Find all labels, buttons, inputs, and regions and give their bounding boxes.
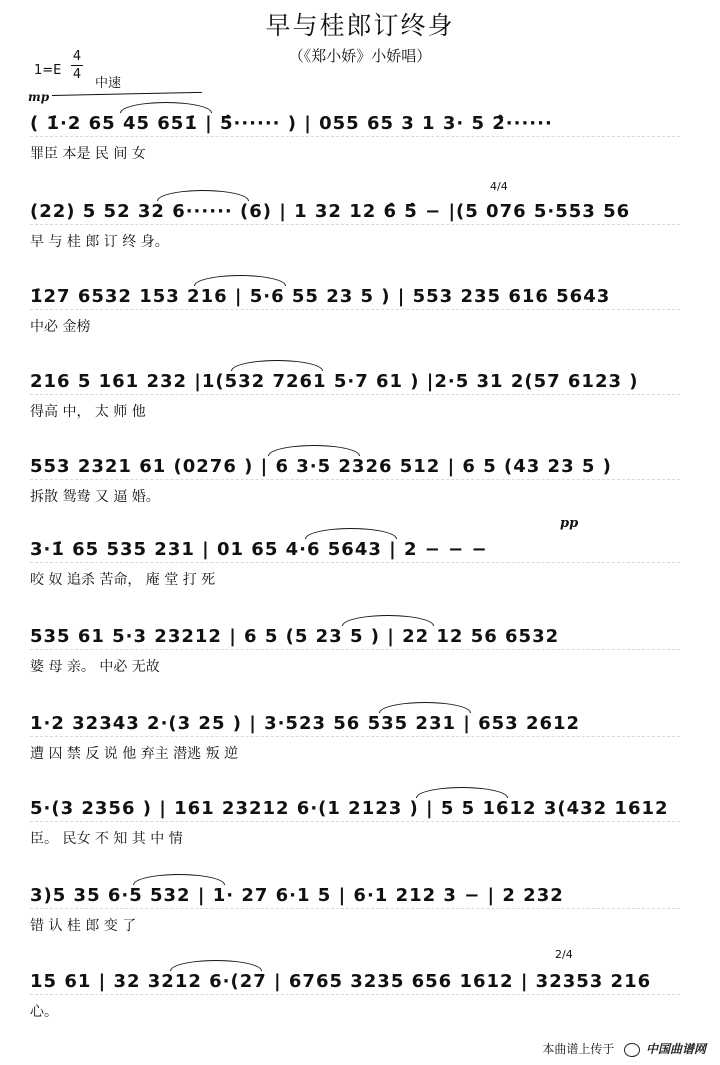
slur-arc bbox=[305, 528, 397, 539]
lyrics-line: 早 与 桂 郎 订 终 身。 bbox=[30, 234, 169, 250]
score-subtitle: （《郑小娇》小娇唱） bbox=[288, 47, 432, 65]
notation-line: 1·2 32343 2·(3 25 ) | 3·523 56 535 231 | 653 2612 bbox=[30, 713, 581, 734]
lyrics-line: 中必 金榜 bbox=[30, 319, 91, 335]
score-title: 早与桂郎订终身 bbox=[265, 11, 455, 40]
site-logo: 中国曲谱网 bbox=[645, 1042, 706, 1056]
lyrics-line: 拆散 鸳鸯 又 逼 婚。 bbox=[30, 489, 160, 505]
slur-arc bbox=[194, 275, 286, 286]
time-change-2-4: 2/4 bbox=[555, 948, 573, 961]
slur-arc bbox=[342, 615, 434, 626]
lyrics-line: 错 认 桂 郎 变 了 bbox=[30, 918, 137, 934]
footer bbox=[542, 1040, 706, 1057]
notation-line: 3·1̇ 65 535 231 | 01 65 4·6 5643 | 2 − − − bbox=[30, 539, 488, 560]
slur-arc bbox=[268, 445, 360, 456]
beam-underline bbox=[30, 649, 680, 650]
notation-line: ( 1̇·2 65 45 651̇ | 5̂······ ) | 055 65 3 1 3· 5 2̂······ bbox=[30, 113, 553, 134]
beam-underline bbox=[30, 136, 680, 137]
decrescendo-hairpin bbox=[52, 92, 202, 96]
notation-line: 1̇27 6532 153 216 | 5·6 55 23 5 ) | 553 235 616 5643 bbox=[30, 286, 611, 307]
slur-arc bbox=[170, 960, 262, 971]
beam-underline bbox=[30, 224, 680, 225]
time-signature bbox=[70, 48, 84, 83]
slur-arc bbox=[133, 874, 225, 885]
beam-underline bbox=[30, 479, 680, 480]
lyrics-line: 臣。 民女 不 知 其 中 情 bbox=[30, 831, 183, 847]
slur-arc bbox=[120, 102, 212, 113]
notation-line: 216 5 161 232 |1(532 7261 5·7 61 ) |2·5 31 2(57 6123 ) bbox=[30, 371, 639, 392]
notation-line: 535 61 5·3 23212 | 6 5 (5 23 5 ) | 22 12 56 6532 bbox=[30, 626, 560, 647]
lyrics-line: 婆 母 亲。 中必 无故 bbox=[30, 659, 160, 675]
beam-underline bbox=[30, 736, 680, 737]
beam-underline bbox=[30, 309, 680, 310]
time-sig-bottom: 4 bbox=[72, 67, 82, 82]
notation-line: 553 2321 61 (0276 ) | 6 3·5 2326 512 | 6 5 (43 23 5 ) bbox=[30, 456, 612, 477]
notation-line: 3)5 35 6·5 532 | 1· 27 6·1 5 | 6·1 212 3 − | 2 232 bbox=[30, 885, 564, 906]
beam-underline bbox=[30, 562, 680, 563]
key-signature: 1=E bbox=[34, 63, 62, 78]
beam-underline bbox=[30, 994, 680, 995]
beam-underline bbox=[30, 908, 680, 909]
time-change-4-4: 4/4 bbox=[490, 180, 508, 193]
lyrics-line: 罪臣 本是 民 间 女 bbox=[30, 146, 146, 162]
time-sig-top: 4 bbox=[72, 49, 82, 64]
lyrics-line: 得高 中， 太 师 他 bbox=[30, 404, 146, 420]
lyrics-line: 遭 囚 禁 反 说 他 弃主 潜逃 叛 逆 bbox=[30, 746, 239, 762]
notation-line: 15 61 | 32 3212 6·(27 | 6765 3235 656 1612 | 32353 216 bbox=[30, 971, 652, 992]
notation-line: (22) 5 52 32 6······ (6) | 1 32 12 6̂ 5̂ − |(5 076 5·553 56 bbox=[30, 201, 631, 222]
slur-arc bbox=[157, 190, 249, 201]
lyrics-line: 心。 bbox=[30, 1004, 58, 1020]
beam-underline bbox=[30, 394, 680, 395]
slur-arc bbox=[416, 787, 508, 798]
lyrics-line: 咬 奴 追杀 苦命， 庵 堂 打 死 bbox=[30, 572, 216, 588]
notation-line: 5·(3 2356 ) | 161 23212 6·(1 2123 ) | 5 5 1612 3(432 1612 bbox=[30, 798, 669, 819]
upload-text: 本曲谱上传于 bbox=[542, 1042, 615, 1056]
slur-arc bbox=[231, 360, 323, 371]
slur-arc bbox=[379, 702, 471, 713]
dynamic-pp: pp bbox=[560, 516, 579, 531]
dynamic-marking: mp bbox=[28, 90, 50, 104]
site-logo-icon bbox=[624, 1043, 640, 1057]
beam-underline bbox=[30, 821, 680, 822]
tempo-marking: 中速 bbox=[95, 76, 122, 91]
